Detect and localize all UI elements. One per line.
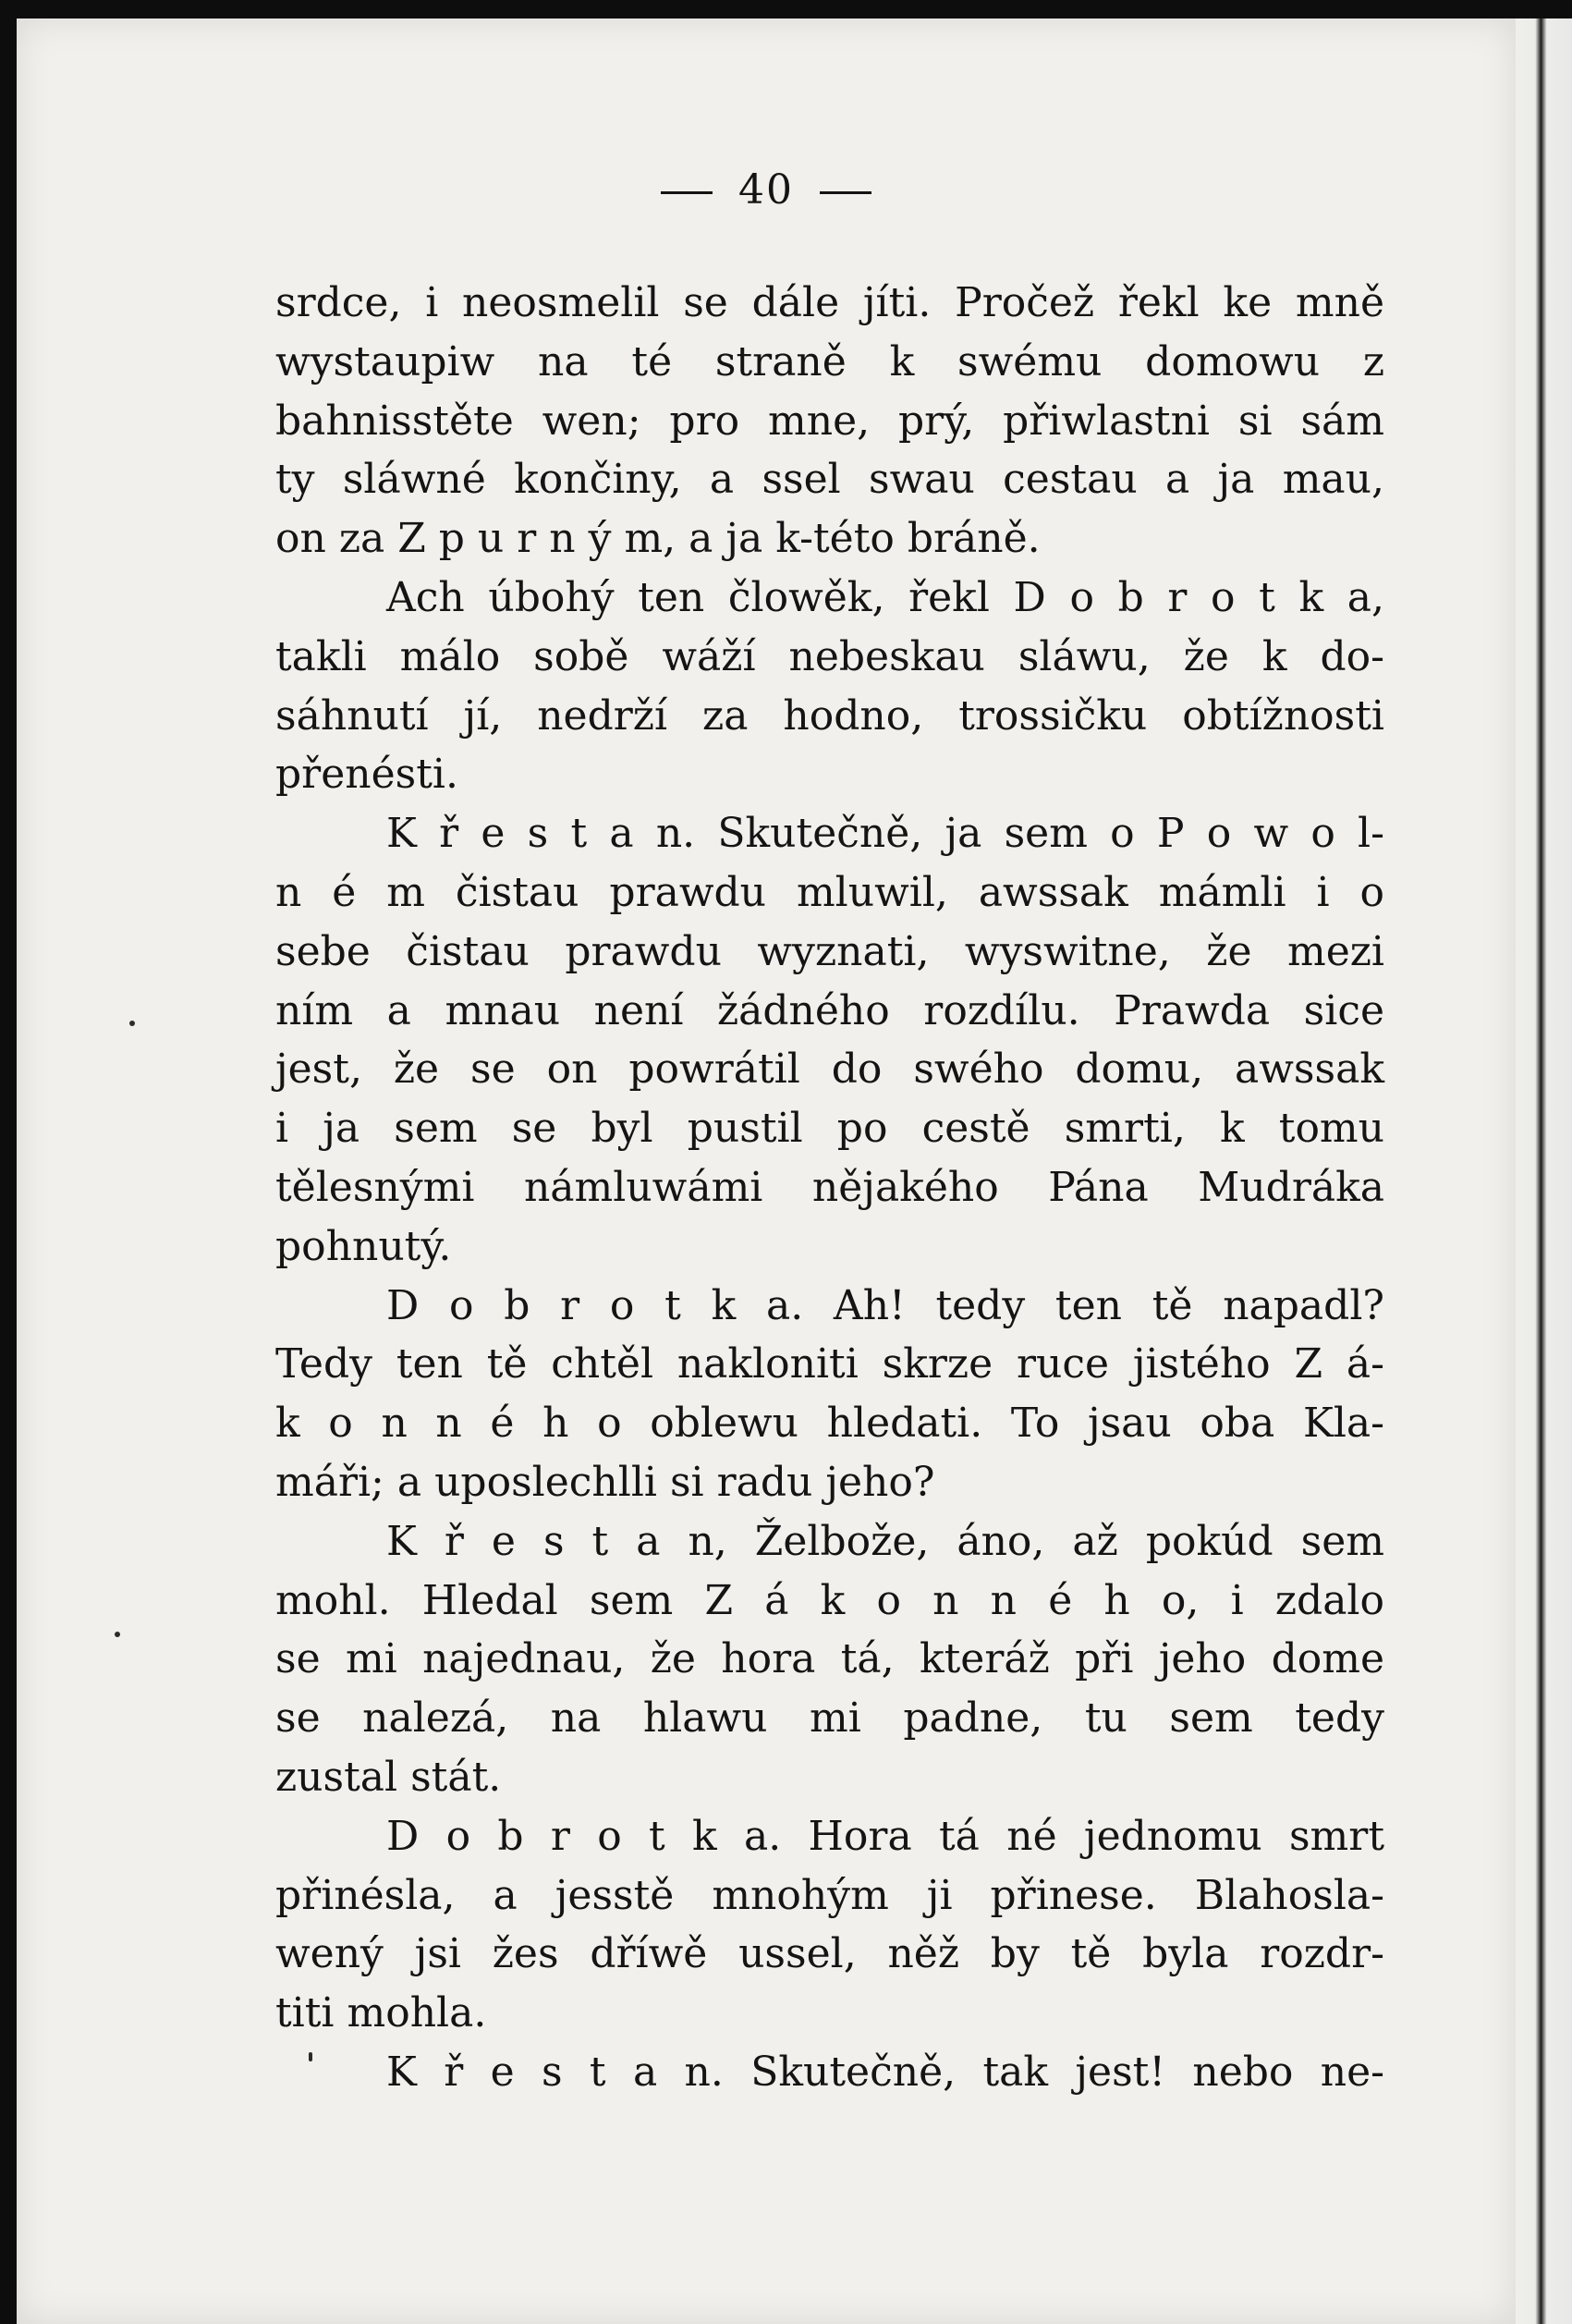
text-line: K ř e s t a n. Skutečně, tak jest! nebo ne- [386, 2048, 1384, 2096]
text-line: jest, že se on powrátil do swého domu, awssak [275, 1046, 1384, 1094]
text-line: k o n n é h o oblewu hledati. To jsau oba Kla- [275, 1400, 1384, 1448]
page-edge-strip [1516, 18, 1572, 2324]
body-text [275, 274, 1384, 2102]
text-line: přinésla, a jesstě mnohým ji přinese. Blahosla- [275, 1871, 1384, 1919]
text-line: se nalezá, na hlawu mi padne, tu sem tedy [275, 1694, 1384, 1743]
text-line: Ach úbohý ten člowěk, řekl D o b r o t k a, [386, 573, 1384, 621]
text-line: sebe čistau prawdu wyznati, wyswitne, že mezi [275, 927, 1384, 975]
text-line: srdce, i neosmelil se dále jíti. Pročež řekl ke mně [275, 279, 1384, 326]
text-line: K ř e s t a n, Želbože, áno, až pokúd sem [386, 1517, 1384, 1565]
text-line: pohnutý. [275, 1222, 452, 1270]
page-number: 40 [738, 166, 794, 214]
text-line: se mi najednau, že hora tá, kteráž při jeho dome [275, 1635, 1384, 1683]
text-line: i ja sem se byl pustil po cestě smrti, k tomu [275, 1105, 1384, 1153]
text-line: sáhnutí jí, nedrží za hodno, trossičku obtížnosti [275, 691, 1384, 740]
text-line: tělesnými námluwámi nějakého Pána Mudráka [275, 1163, 1384, 1211]
text-line: titi mohla. [275, 1989, 487, 2037]
text-line: D o b r o t k a. Ah! tedy ten tě napadl? [386, 1281, 1384, 1329]
text-line: wený jsi žes dříwě ussel, něž by tě byla rozdr- [275, 1930, 1384, 1978]
paper-speck [129, 1021, 135, 1026]
text-line: on za Z p u r n ý m, a ja k-této bráně. [275, 515, 1041, 563]
text-line: ním a mnau není žádného rozdílu. Prawda sice [275, 986, 1384, 1034]
text-line: n é m čistau prawdu mluwil, awssak mámli i o [275, 868, 1384, 916]
header-dash-left [661, 191, 713, 194]
text-line: ty sláwné končiny, a ssel swau cestau a ja mau, [275, 456, 1384, 504]
text-line: máři; a uposlechlli si radu jeho? [275, 1458, 935, 1506]
text-line: D o b r o t k a. Hora tá né jednomu smrt [386, 1812, 1384, 1860]
text-line: bahnisstěte wen; pro mne, prý, přiwlastni si sám [275, 397, 1384, 445]
text-line: zustal stát. [275, 1753, 502, 1801]
text-line: Tedy ten tě chtěl nakloniti skrze ruce jistého Z á- [275, 1340, 1384, 1388]
text-line: takli málo sobě wáží nebeskau sláwu, že k do- [275, 632, 1384, 680]
page-header [17, 166, 1516, 214]
text-line: přenésti. [275, 751, 458, 799]
paper-speck [115, 1632, 120, 1637]
header-dash-right [820, 191, 871, 194]
book-page [17, 18, 1516, 2324]
text-line: wystaupiw na té straně k swému domowu z [275, 337, 1384, 385]
text-line: K ř e s t a n. Skutečně, ja sem o P o w o l- [386, 810, 1384, 858]
paper-speck [309, 2052, 312, 2061]
text-line: mohl. Hledal sem Z á k o n n é h o, i zdalo [275, 1576, 1384, 1624]
